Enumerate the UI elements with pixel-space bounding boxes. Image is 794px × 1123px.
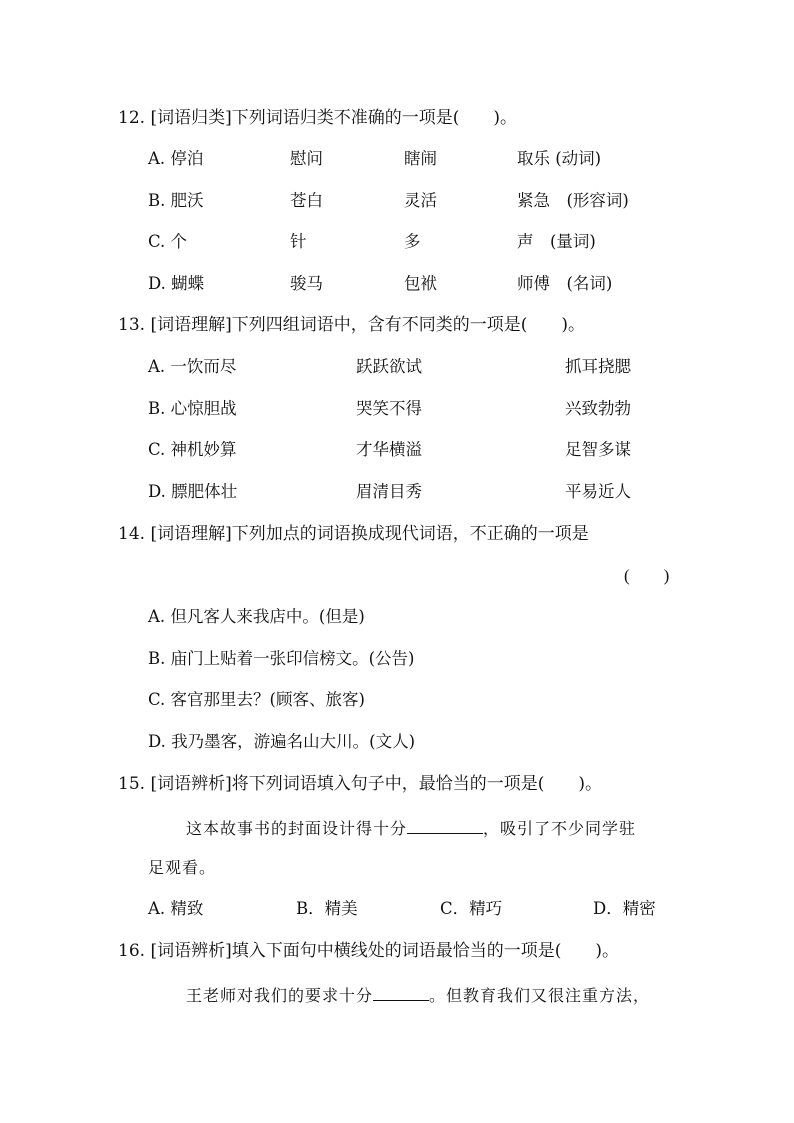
q14-option-c: C. 客官那里去？(顾客、旅客) — [148, 690, 365, 709]
q12-option-d-word4: 师傅 (名词) — [517, 274, 613, 293]
q15-option-b: B．精美 — [296, 899, 358, 918]
q12-option-d-label: D. 蝴蝶 — [148, 274, 205, 293]
q15-option-c: C．精巧 — [440, 899, 503, 918]
q12-option-c-word4: 声 (量词) — [517, 232, 596, 251]
q13-option-c-label: C. 神机妙算 — [148, 440, 237, 459]
q14-option-d: D. 我乃墨客，游遍名山大川。(文人) — [148, 732, 416, 751]
q13-option-c-word3: 足智多谋 — [565, 440, 631, 459]
q12-option-c-label: C. 个 — [148, 232, 188, 251]
q13-option-a-word3: 抓耳挠腮 — [565, 357, 631, 376]
q15-option-a: A. 精致 — [148, 899, 204, 918]
q13-stem: 13. [词语理解]下列四组词语中，含有不同类的一项是( )。 — [118, 315, 585, 335]
q15-option-d: D．精密 — [593, 899, 656, 918]
q15-sentence-line2: 足观看。 — [148, 858, 217, 877]
q12-stem: 12. [词语归类]下列词语归类不准确的一项是( )。 — [118, 108, 517, 128]
q16-sentence-part2: 。但教育我们又很注重方法， — [429, 986, 651, 1005]
q14-option-a: A. 但凡客人来我店中。(但是) — [148, 607, 365, 626]
q13-option-d-label: D. 膘肥体壮 — [148, 482, 238, 501]
q12-option-c-word3: 多 — [404, 232, 421, 251]
q16-sentence-line1 — [186, 982, 650, 1007]
q13-option-b-word3: 兴致勃勃 — [565, 399, 631, 418]
q13-option-a-label: A. 一饮而尽 — [148, 357, 237, 376]
q16-fill-blank — [373, 982, 429, 1001]
q13-option-d-word2: 眉清目秀 — [356, 482, 422, 501]
q12-option-d-word3: 包袱 — [404, 274, 437, 293]
q14-option-b: B. 庙门上贴着一张印信榜文。(公告) — [148, 649, 415, 668]
q13-option-a-word2: 跃跃欲试 — [356, 357, 422, 376]
q15-sentence-line1 — [186, 815, 636, 840]
q15-sentence-part2: ，吸引了不少同学驻 — [483, 819, 637, 838]
q12-option-a-label: A. 停泊 — [148, 149, 204, 168]
q12-option-b-word2: 苍白 — [290, 191, 323, 210]
q14-answer-parentheses: ( ) — [624, 566, 670, 585]
q13-option-d-word3: 平易近人 — [565, 482, 631, 501]
q12-option-d-word2: 骏马 — [290, 274, 323, 293]
q16-sentence-part1: 王老师对我们的要求十分 — [186, 986, 374, 1005]
q13-option-c-word2: 才华横溢 — [356, 440, 422, 459]
q12-option-b-word3: 灵活 — [404, 191, 437, 210]
q13-option-b-word2: 哭笑不得 — [356, 399, 422, 418]
q12-option-b-word4: 紧急 (形容词) — [517, 191, 629, 210]
q12-option-c-word2: 针 — [290, 232, 307, 251]
q15-stem: 15. [词语辨析]将下列词语填入句子中，最恰当的一项是( )。 — [118, 774, 602, 794]
q15-sentence-part1: 这本故事书的封面设计得十分 — [186, 819, 408, 838]
q12-option-b-label: B. 肥沃 — [148, 191, 204, 210]
q15-fill-blank — [407, 815, 483, 834]
q12-option-a-word3: 瞎闹 — [404, 149, 437, 168]
q13-option-b-label: B. 心惊胆战 — [148, 399, 237, 418]
q12-option-a-word4: 取乐 (动词) — [517, 149, 602, 168]
q12-option-a-word2: 慰问 — [290, 149, 323, 168]
q14-stem: 14. [词语理解]下列加点的词语换成现代词语，不正确的一项是 — [118, 524, 589, 544]
q16-stem: 16. [词语辨析]填入下面句中横线处的词语最恰当的一项是( )。 — [118, 941, 619, 961]
